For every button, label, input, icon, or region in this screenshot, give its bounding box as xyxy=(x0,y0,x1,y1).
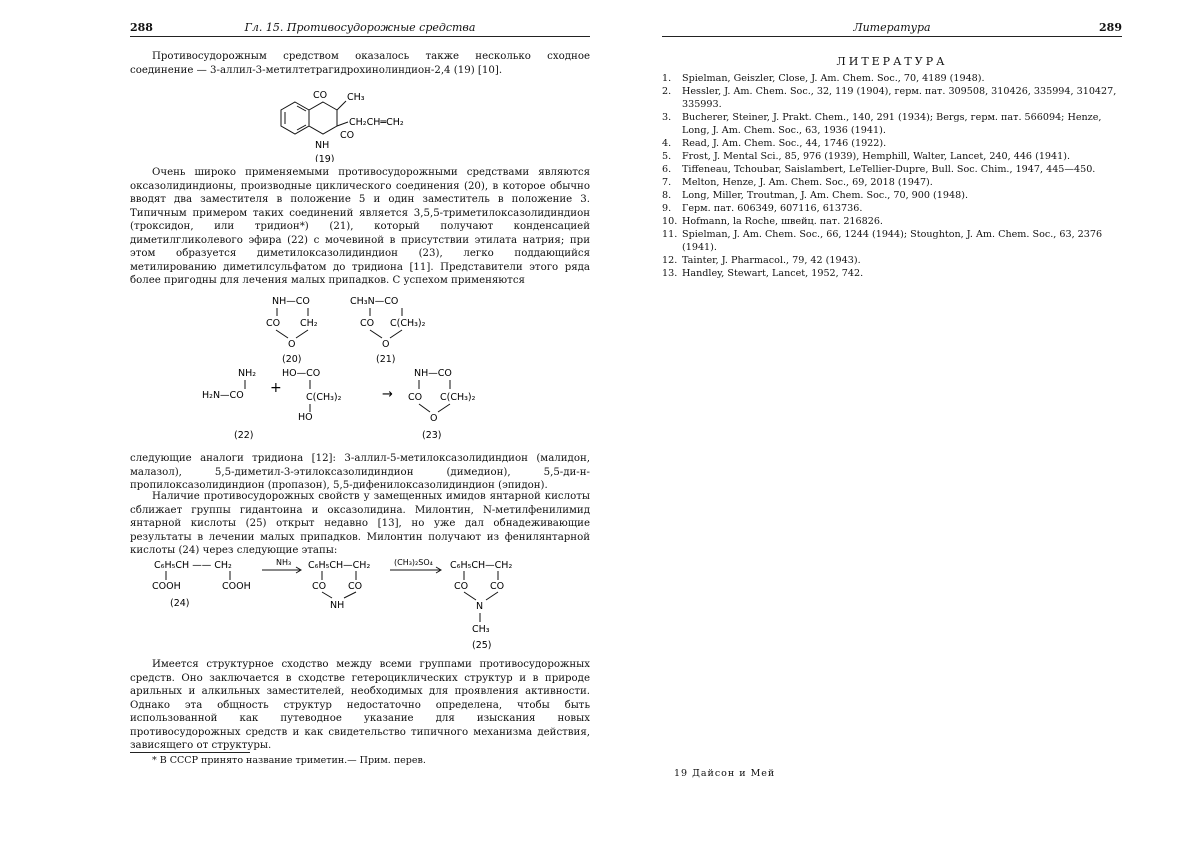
reference-item: 4. Read, J. Am. Chem. Soc., 44, 1746 (1922). xyxy=(662,138,887,149)
formula-20-o: O xyxy=(288,339,296,350)
reference-item: 11. Spielman, J. Am. Chem. Soc., 66, 1244 (1944); Stoughton, J. Am. Chem. Soc., 63, 2376 (1941). xyxy=(662,229,1103,253)
intro-paragraph: Противосудорожным средством оказалось также несколько сходное соединение — 3-аллил-3-метилтетрагидрохинолиндион-2,4 (19) [10]. xyxy=(130,51,590,76)
formula-23-co: CO xyxy=(408,392,423,403)
running-header xyxy=(130,20,590,37)
reference-item: 9. Герм. пат. 606349, 607116, 613736. xyxy=(662,203,863,214)
reference-item: 7. Melton, Henze, J. Am. Chem. Soc., 69, 2018 (1947). xyxy=(662,177,933,188)
formula-20-label: (20) xyxy=(282,354,302,364)
formula-19-co-ring: CO xyxy=(340,130,355,141)
running-head-title: Гл. 15. Противосудорожные средства xyxy=(244,21,476,34)
reference-list xyxy=(662,72,1122,280)
reference-item: 2. Hessler, J. Am. Chem. Soc., 32, 119 (1904), герм. пат. 309508, 310426, 335994, 310427, 335993. xyxy=(662,86,1117,110)
footnote-divider xyxy=(130,752,250,753)
reagent-dimethyl-sulfate: (CH₃)₂SO₄ xyxy=(394,558,433,567)
formula-25-top: C₆H₅CH—CH₂ xyxy=(450,560,513,571)
formula-21-cme2: C(CH₃)₂ xyxy=(390,318,426,329)
formula-25-co2: CO xyxy=(490,581,505,592)
footnote: * В СССР принято название триметин.— Прим. перев. xyxy=(152,755,426,766)
formula-23-cme2: C(CH₃)₂ xyxy=(440,392,476,403)
formula-22-plus: + xyxy=(270,380,282,396)
formula-mid-top: C₆H₅CH—CH₂ xyxy=(308,560,371,571)
formula-22-ho: HO xyxy=(298,412,313,423)
formula-20-ch2: CH₂ xyxy=(300,318,318,329)
reference-item: 1. Spielman, Geiszler, Close, J. Am. Chem. Soc., 70, 4189 (1948). xyxy=(662,73,985,84)
reference-item: 8. Long, Miller, Troutman, J. Am. Chem. Soc., 70, 900 (1948). xyxy=(662,190,968,201)
formula-24-label: (24) xyxy=(170,598,190,609)
formula-25-label: (25) xyxy=(472,640,492,651)
paragraph-oxazolidinediones: Очень широко применяемыми противосудорожными средствами являются оксазолидиндионы, производные циклического соединения (20), в которое обычно вводят два заместителя в положение 5 и один заместитель в положение 3. Типичным примером таких соединений является 3,5,5-триметилоксазолидиндион (троксидон, или тридион*) (21), который получают конденсацией диметилгликолевого эфира (22) с мочевиной в присутствии этилата натрия; при этом образуется диметилоксазолидиндион (23), легко поддающийся метилированию диметилсульфатом до тридиона [11]. Представители этого ряда более пригодны для лечения малых припадков. С успехом применяются xyxy=(130,167,590,286)
formula-22-cme2: C(CH₃)₂ xyxy=(306,392,342,403)
formula-mid-co2: CO xyxy=(348,581,363,592)
left-page xyxy=(130,0,590,849)
reference-item: 10. Hofmann, la Roche, швейц. пат. 216826. xyxy=(662,216,883,227)
formula-25-ch3: CH₃ xyxy=(472,624,490,635)
reference-item: 13. Handley, Stewart, Lancet, 1952, 742. xyxy=(662,268,864,279)
formula-21-ch3n-co: CH₃N—CO xyxy=(350,296,399,307)
formula-19-co-top: CO xyxy=(313,90,328,101)
formula-21-o: O xyxy=(382,339,390,350)
formula-22-nh2: NH₂ xyxy=(238,368,257,379)
page-number-right: 289 xyxy=(1099,21,1122,34)
formula-mid-co1: CO xyxy=(312,581,327,592)
formula-23-nh-co: NH—CO xyxy=(414,368,452,379)
formula-25-n: N xyxy=(476,601,484,612)
formula-19-label: (19) xyxy=(315,154,335,162)
formula-20-nh-co: NH—CO xyxy=(272,296,310,307)
formula-24-top: C₆H₅CH —— CH₂ xyxy=(154,560,232,571)
formula-24-25-scheme xyxy=(150,556,580,652)
formula-mid-nh: NH xyxy=(330,600,345,611)
formula-23-arrow: → xyxy=(382,387,393,402)
formula-19 xyxy=(270,82,470,162)
paragraph-trione-analogs: следующие аналоги тридиона [12]: 3-аллил-5-метилоксазолидиндион (малидон, малазол), 5,5-диметил-3-этилоксазолидиндион (димедион), 5,5-ди-н-пропилоксазолидиндион (пропазон), 5,5-дифенилоксазолидиндион (эпидон). xyxy=(130,453,590,491)
formula-21 xyxy=(350,292,460,364)
formula-22-reaction xyxy=(200,364,600,444)
formula-19-nh: NH xyxy=(315,140,330,151)
paragraph-succinimides: Наличие противосудорожных свойств у замещенных имидов янтарной кислоты сближает группы гидантоина и оксазолидина. Милонтин, N-метилфенилимид янтарной кислоты (25) открыт недавно [13], но уже дал обнадеживающие результаты в лечении малых припадков. Милонтин получают из фенилянтарной кислоты (24) через следующие этапы: xyxy=(130,491,590,556)
formula-22-ho-co: HO—CO xyxy=(282,368,321,379)
formula-20-co: CO xyxy=(266,318,281,329)
formula-20 xyxy=(260,292,350,364)
formula-19-allyl: CH₂CH═CH₂ xyxy=(349,117,404,128)
reference-item: 5. Frost, J. Mental Sci., 85, 976 (1939), Hemphill, Walter, Lancet, 240, 446 (1941). xyxy=(662,151,1071,162)
formula-24-cooh2: COOH xyxy=(222,581,251,592)
literature-heading: ЛИТЕРАТУРА xyxy=(836,55,948,68)
formula-22-label: (22) xyxy=(234,430,254,441)
reagent-nh3: NH₃ xyxy=(276,558,292,567)
formula-21-label: (21) xyxy=(376,354,396,364)
formula-22-h2n-co: H₂N—CO xyxy=(202,390,244,401)
running-header-right xyxy=(662,20,1122,37)
page-number: 288 xyxy=(130,21,153,34)
signature-mark: 19 Дайсон и Мей xyxy=(674,768,776,779)
formula-24-cooh1: COOH xyxy=(152,581,181,592)
formula-25-co1: CO xyxy=(454,581,469,592)
running-head-title-right: Литература xyxy=(853,21,931,34)
reference-item: 12. Tainter, J. Pharmacol., 79, 42 (1943). xyxy=(662,255,861,266)
formula-21-co: CO xyxy=(360,318,375,329)
right-page xyxy=(662,0,1122,849)
reference-item: 3. Bucherer, Steiner, J. Prakt. Chem., 140, 291 (1934); Bergs, герм. пат. 566094; Henze, Long, J. Am. Chem. Soc., 63, 1936 (1941). xyxy=(662,112,1102,136)
formula-23-o: O xyxy=(430,413,438,424)
formula-19-ch3: CH₃ xyxy=(347,92,365,103)
formula-23-label: (23) xyxy=(422,430,442,441)
paragraph-structural-similarity: Имеется структурное сходство между всеми группами противосудорожных средств. Оно заключается в сходстве гетероциклических структур и в природе арильных и алкильных заместителей, необходимых для проявления активности. Однако эта общность структур недостаточно определена, чтобы быть использованной как путеводное указание для изыскания новых противосудорожных средств и как свидетельство типичного механизма действия, зависящего от структуры. xyxy=(130,659,590,751)
reference-item: 6. Tiffeneau, Tchoubar, Saislambert, LeTellier-Dupre, Bull. Soc. Chim., 1947, 445—450. xyxy=(662,164,1096,175)
